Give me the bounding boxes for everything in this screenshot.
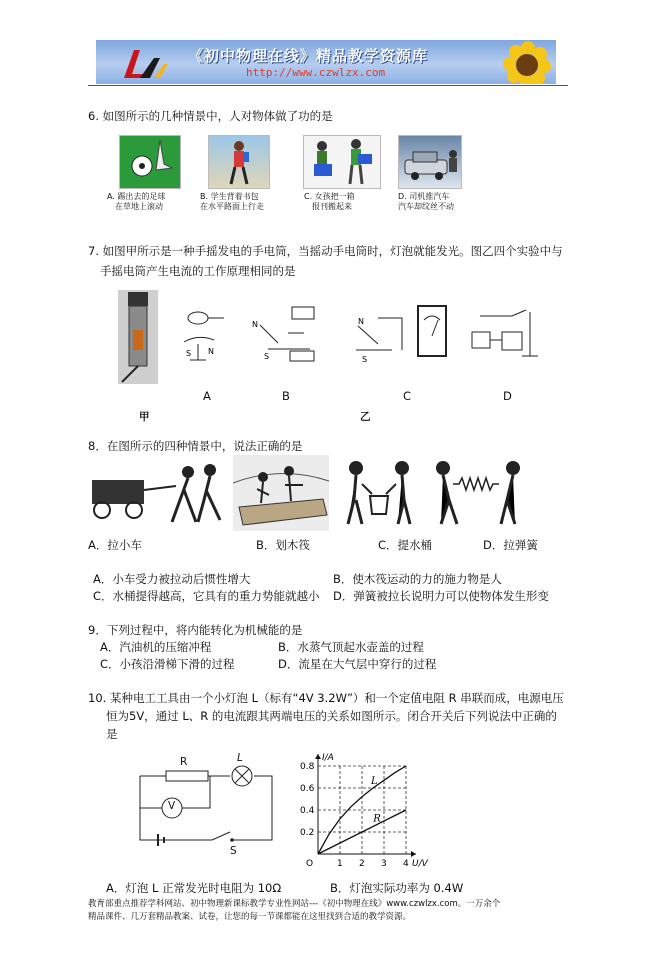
series-label-L: L bbox=[371, 776, 378, 787]
q8-image-bucket bbox=[334, 456, 424, 528]
q6-caption-a: A. 踢出去的足球 在草地上滚动 bbox=[107, 192, 166, 211]
series-line-L bbox=[318, 766, 406, 854]
pull-spring-icon bbox=[429, 456, 525, 528]
q10-circuit-diagram bbox=[132, 752, 282, 862]
y-tick-label: 0.6 bbox=[300, 784, 315, 794]
q10-stem-line1: 10. 某种电工工具由一个小灯泡 L（标有“4V 3.2W”）和一个定值电阻 R 串联而成，电源电压 bbox=[88, 691, 564, 705]
q8-label-a: A．拉小车 bbox=[88, 538, 142, 552]
q8-option-c: C．水桶提得越高，它具有的重力势能就越小 bbox=[93, 589, 320, 603]
q7-galvanometer-icon bbox=[412, 300, 452, 362]
q7-stem-line2: 手摇电筒产生电流的工作原理相同的是 bbox=[100, 264, 296, 278]
x-axis-arrow bbox=[411, 851, 416, 857]
circuit-label-l: L bbox=[237, 752, 243, 764]
q7-option-a: A bbox=[203, 389, 211, 403]
circuit-label-r: R bbox=[180, 756, 188, 768]
svg-text:N: N bbox=[208, 347, 214, 356]
q9-option-d: D．流星在大气层中穿行的过程 bbox=[278, 657, 437, 671]
q6-caption-b: B. 学生背着书包 在水平路面上行走 bbox=[200, 192, 264, 211]
x-tick-label: 1 bbox=[337, 859, 343, 869]
q7-figure-jia: 甲 bbox=[139, 411, 150, 423]
q6-image-push-car bbox=[398, 135, 462, 189]
q8-image-spring bbox=[429, 456, 525, 528]
q7-flashlight-photo bbox=[118, 290, 158, 384]
q7-experiment-d-icon bbox=[466, 302, 546, 364]
q7-figure-yi: 乙 bbox=[360, 411, 371, 423]
sunflower-icon bbox=[500, 40, 556, 84]
q10-option-a: A．灯泡 L 正常发光时电阻为 10Ω bbox=[106, 881, 282, 895]
q6-image-football bbox=[119, 135, 181, 189]
y-tick-label: 0.4 bbox=[300, 806, 315, 816]
origin-label: O bbox=[306, 859, 314, 869]
q9-option-b: B．水蒸气顶起水壶盖的过程 bbox=[278, 640, 424, 654]
q10-stem-line2: 恒为5V，通过 L、R 的电流跟其两端电压的关系如图所示。闭合开关后下列说法中正确的 bbox=[106, 709, 557, 723]
y-axis-label: I/A bbox=[322, 753, 334, 763]
x-tick-label: 4 bbox=[403, 859, 409, 869]
q7-option-d: D bbox=[503, 389, 512, 403]
header-divider bbox=[88, 85, 568, 86]
q7-stem-line1: 7. 如图甲所示是一种手摇发电的手电筒，当摇动手电筒时，灯泡就能发光。图乙四个实验中与 bbox=[88, 244, 563, 258]
series-label-R: R bbox=[373, 813, 381, 825]
y-tick-label: 0.8 bbox=[300, 762, 315, 772]
header-banner bbox=[96, 40, 556, 84]
site-logo-icon bbox=[110, 44, 170, 82]
page-footer bbox=[88, 898, 574, 924]
x-tick-label: 2 bbox=[359, 859, 365, 869]
x-tick-label: 3 bbox=[381, 859, 387, 869]
q8-option-d: D．弹簧被拉长说明力可以使物体发生形变 bbox=[333, 589, 549, 603]
q8-label-c: C．提水桶 bbox=[378, 538, 433, 552]
y-axis-arrow bbox=[315, 754, 321, 759]
carry-bucket-icon bbox=[334, 456, 424, 528]
car-icon bbox=[399, 136, 461, 188]
q10-iu-chart bbox=[298, 742, 428, 868]
circuit-wires bbox=[132, 752, 282, 862]
q6-caption-c: C. 女孩把一箱 报刊搬起来 bbox=[304, 192, 355, 211]
svg-text:S: S bbox=[186, 349, 192, 358]
student-icon bbox=[209, 136, 269, 188]
q8-image-raft bbox=[233, 455, 329, 531]
q9-option-c: C．小孩沿滑梯下滑的过程 bbox=[100, 657, 235, 671]
svg-text:S: S bbox=[362, 355, 368, 364]
circuit-label-v: V bbox=[168, 800, 176, 812]
q6-stem: 6. 如图所示的几种情景中，人对物体做了功的是 bbox=[88, 109, 333, 123]
q8-option-a: A．小车受力被拉动后惯性增大 bbox=[93, 572, 251, 586]
raft-icon bbox=[233, 455, 329, 531]
q8-image-cart bbox=[88, 456, 228, 528]
footer-line-1: 教育部重点推荐学科网站、初中物理新课标教学专业性网站---《初中物理在线》www.czwlzx.com。一万余个 bbox=[88, 899, 501, 909]
q8-label-b: B．划木筏 bbox=[256, 538, 310, 552]
q6-image-backpack bbox=[208, 135, 270, 189]
x-axis-label: U/V bbox=[412, 859, 428, 869]
q10-stem-line3: 是 bbox=[106, 727, 118, 741]
q7-experiment-b-icon bbox=[248, 303, 324, 367]
q8-option-b: B．使木筏运动的力的施力物是人 bbox=[333, 572, 502, 586]
q7-option-c: C bbox=[403, 389, 412, 403]
q9-stem: 9．下列过程中，将内能转化为机械能的是 bbox=[88, 623, 303, 637]
q9-option-a: A．汽油机的压缩冲程 bbox=[100, 640, 212, 654]
y-tick-label: 0.2 bbox=[300, 828, 315, 838]
q7-experiment-c-icon bbox=[352, 306, 410, 368]
site-url[interactable]: http://www.czwlzx.com bbox=[246, 66, 386, 79]
girl-lifting-icon bbox=[304, 136, 380, 188]
q6-image-lifting-box bbox=[303, 135, 381, 189]
q6-caption-d: D. 司机推汽车 汽车却纹丝不动 bbox=[398, 192, 454, 211]
flashlight-icon bbox=[118, 290, 158, 384]
q8-label-d: D．拉弹簧 bbox=[483, 538, 538, 552]
svg-text:S: S bbox=[264, 352, 270, 361]
footer-line-2: 精品课件、几万套精品教案、试卷，让您的每一节课都能在这里找到合适的教学资源。 bbox=[88, 912, 412, 922]
q8-stem: 8．在图所示的四种情景中，说法正确的是 bbox=[88, 439, 303, 453]
svg-text:N: N bbox=[252, 320, 258, 329]
svg-text:N: N bbox=[358, 317, 364, 326]
football-icon bbox=[120, 136, 180, 188]
pull-cart-icon bbox=[88, 456, 228, 528]
q7-option-b: B bbox=[282, 389, 290, 403]
q10-option-b: B．灯泡实际功率为 0.4W bbox=[330, 881, 464, 895]
site-title: 《初中物理在线》精品教学资源库 bbox=[188, 47, 429, 65]
q7-experiment-a-icon bbox=[174, 304, 230, 366]
circuit-label-s: S bbox=[230, 845, 237, 857]
